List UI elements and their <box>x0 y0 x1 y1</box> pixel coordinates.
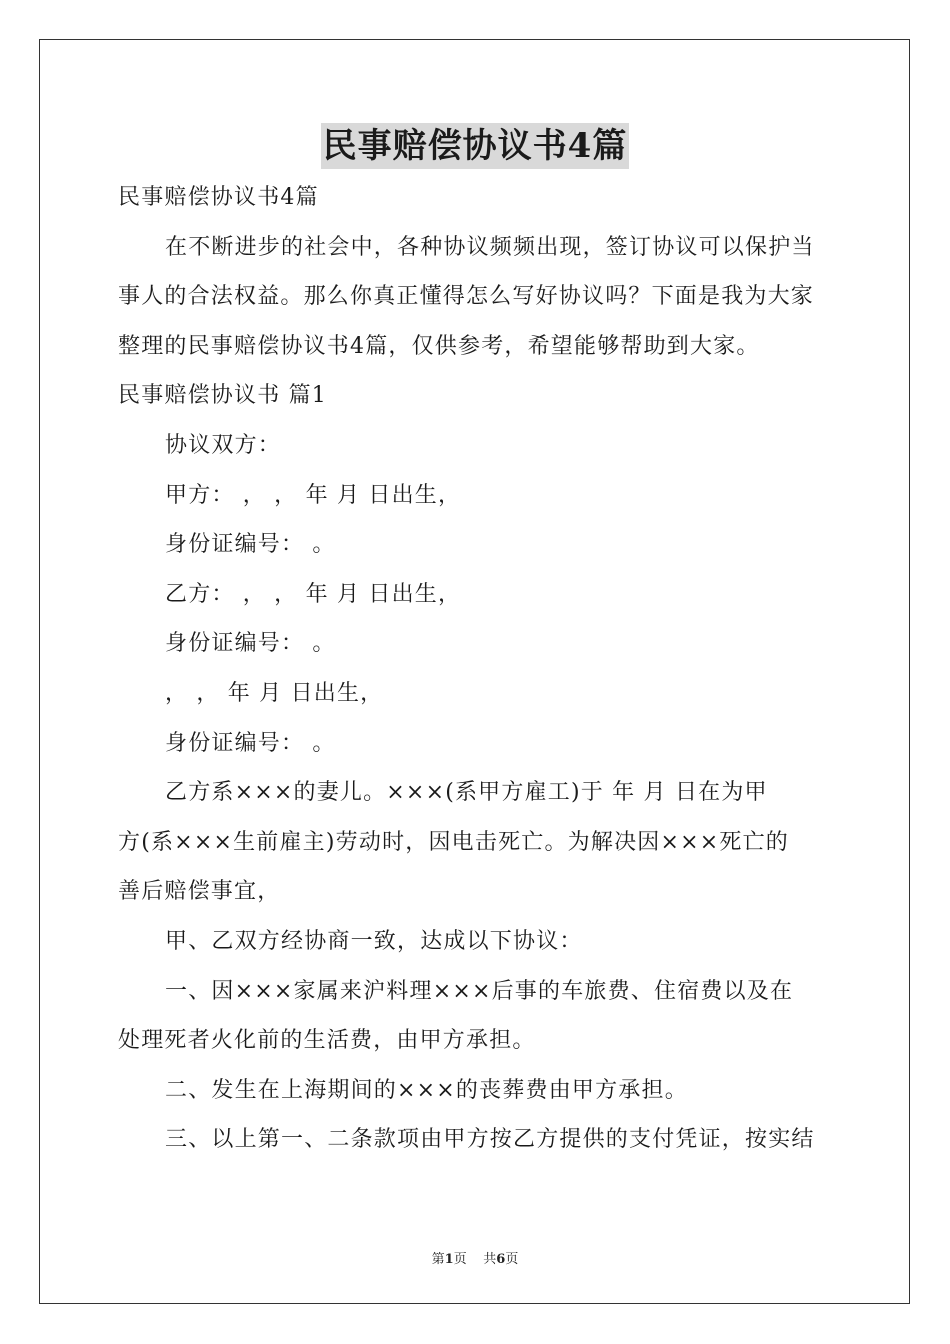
text-line: ， ， 年 月 日出生， <box>165 680 384 706</box>
text-line: 事人的合法权益。那么你真正懂得怎么写好协议吗？下面是我为大家 <box>118 284 815 310</box>
page-footer <box>0 1248 950 1267</box>
text-line: 协议双方： <box>165 432 282 458</box>
text-line: 身份证编号： 。 <box>165 730 336 756</box>
text-line: 方(系×××生前雇主)劳动时，因电击死亡。为解决因×××死亡的 <box>118 829 789 855</box>
page-prefix: 第 <box>431 1252 445 1267</box>
total-prefix: 共 <box>483 1252 497 1267</box>
text-line: 身份证编号： 。 <box>165 532 336 558</box>
document-title: 民事赔偿协议书4篇 <box>321 123 630 169</box>
text-line: 甲、乙双方经协商一致，达成以下协议： <box>165 928 583 954</box>
text-line: 一、因×××家属来沪料理×××后事的车旅费、住宿费以及在 <box>165 978 794 1004</box>
total-suffix: 页 <box>505 1252 519 1267</box>
text-line: 三、以上第一、二条款项由甲方按乙方提供的支付凭证，按实结 <box>165 1127 815 1153</box>
text-line: 整理的民事赔偿协议书4篇，仅供参考，希望能够帮助到大家。 <box>118 333 760 359</box>
document-body <box>118 180 838 1172</box>
text-line: 处理死者火化前的生活费，由甲方承担。 <box>118 1028 536 1054</box>
text-line: 甲方： ， ， 年 月 日出生， <box>165 482 462 508</box>
text-line: 身份证编号： 。 <box>165 631 336 657</box>
total-pages: 6 <box>496 1252 506 1267</box>
text-line: 民事赔偿协议书4篇 <box>118 185 319 210</box>
page-suffix: 页 <box>453 1252 467 1267</box>
text-line: 在不断进步的社会中，各种协议频频出现，签订协议可以保护当 <box>165 234 815 260</box>
title-container <box>0 123 950 169</box>
text-line: 二、发生在上海期间的×××的丧葬费由甲方承担。 <box>165 1077 688 1103</box>
text-line: 民事赔偿协议书 篇1 <box>118 383 327 409</box>
page-number: 1 <box>444 1252 454 1267</box>
text-line: 乙方： ， ， 年 月 日出生， <box>165 581 462 607</box>
text-line: 乙方系×××的妻儿。×××(系甲方雇工)于 年 月 日在为甲 <box>165 780 768 806</box>
text-line: 善后赔偿事宜， <box>118 879 281 905</box>
